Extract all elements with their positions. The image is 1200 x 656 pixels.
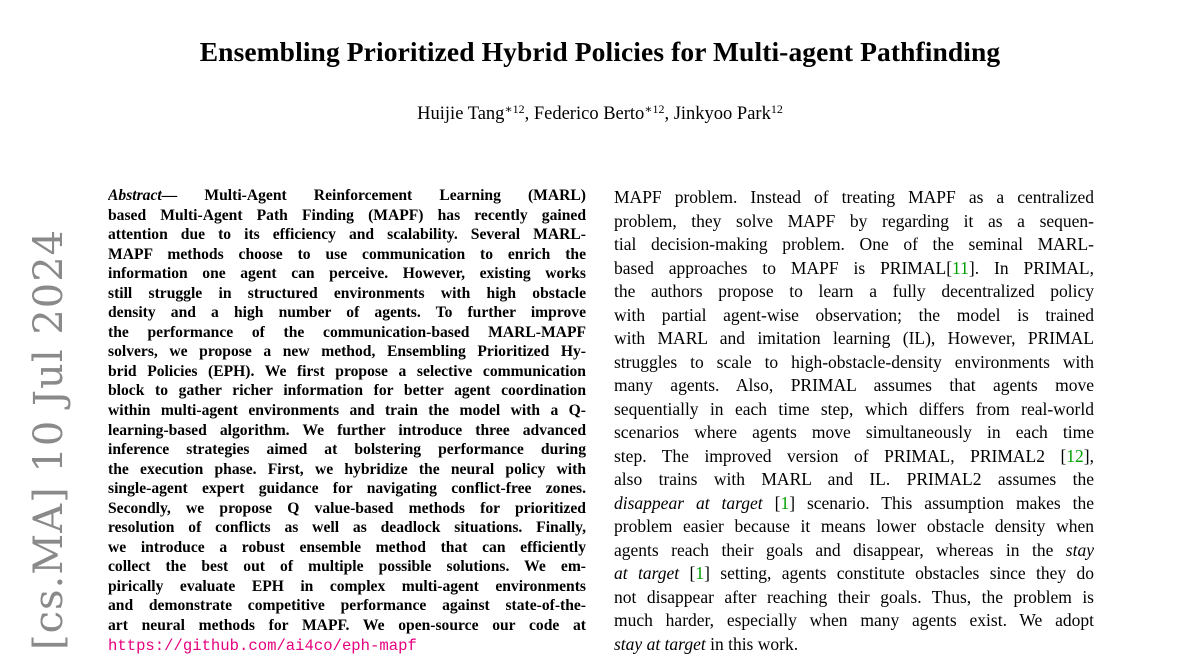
citation-link[interactable]: 1 <box>695 563 704 583</box>
citation-link[interactable]: 12 <box>1066 446 1084 466</box>
author-name: Jinkyoo Park <box>674 104 771 124</box>
body-line: the authors propose to learn a fully decentralized policy <box>614 280 1094 304</box>
abstract-line: MAPF methods choose to use communication to enrich the <box>108 245 586 265</box>
body-line: much harder, especially when many agents exist. We adopt <box>614 609 1094 633</box>
author-name: Federico Berto <box>534 104 644 124</box>
body-emphasis: stay <box>1066 540 1094 560</box>
abstract-line: information one agent can perceive. However, existing works <box>108 264 586 284</box>
citation-link[interactable]: 1 <box>780 493 789 513</box>
body-text: agents reach their goals and disappear, whereas in the <box>614 540 1066 560</box>
abstract-line: collect the best out of multiple possible solutions. We em- <box>108 557 586 577</box>
abstract-line: the execution phase. First, we hybridize the neural policy with <box>108 460 586 480</box>
body-line: problem, they solve MAPF by regarding it as a sequen- <box>614 210 1094 234</box>
abstract-line: density and a high number of agents. To further improve <box>108 303 586 323</box>
body-line <box>614 633 1094 656</box>
body-line: with MARL and imitation learning (IL), However, PRIMAL <box>614 327 1094 351</box>
abstract-line: within multi-agent environments and train the model with a Q- <box>108 401 586 421</box>
abstract-line: resolution of conflicts as well as deadlock situations. Finally, <box>108 518 586 538</box>
paper-title: Ensembling Prioritized Hybrid Policies for Multi-agent Pathfinding <box>0 36 1200 68</box>
body-text: in this work. <box>706 634 798 654</box>
author-separator: , <box>664 104 673 124</box>
body-text: ], <box>1084 446 1094 466</box>
abstract-line: solvers, we propose a new method, Ensembling Prioritized Hy- <box>108 342 586 362</box>
abstract-text: Multi-Agent Reinforcement Learning (MARL) <box>177 187 586 204</box>
abstract-line: we introduce a robust ensemble method that can efficiently <box>108 538 586 558</box>
abstract-line <box>108 186 586 206</box>
abstract-line: block to gather richer information for better agent coordination <box>108 381 586 401</box>
abstract-line: and demonstrate competitive performance against state-of-the- <box>108 596 586 616</box>
abstract-line: attention due to its efficiency and scalability. Several MARL- <box>108 225 586 245</box>
abstract-line: Secondly, we propose Q value-based methods for prioritized <box>108 499 586 519</box>
abstract-column <box>108 186 586 655</box>
body-emphasis: stay at target <box>614 634 706 654</box>
body-line: scenarios where agents move simultaneously in each time <box>614 421 1094 445</box>
abstract-line: based Multi-Agent Path Finding (MAPF) has recently gained <box>108 206 586 226</box>
author-name: Huijie Tang <box>417 104 504 124</box>
body-text: ]. In PRIMAL, <box>969 258 1094 278</box>
body-line <box>614 562 1094 586</box>
author-affiliation: ∗12 <box>504 102 524 116</box>
body-text: ] setting, agents constitute obstacles since they do <box>704 563 1094 583</box>
body-text: step. The improved version of PRIMAL, PRIMAL2 [ <box>614 446 1066 466</box>
abstract-line: brid Policies (EPH). We first propose a selective communication <box>108 362 586 382</box>
abstract-line <box>108 636 586 656</box>
body-emphasis: at target <box>614 563 679 583</box>
body-text: [ <box>763 493 781 513</box>
code-link[interactable]: https://github.com/ai4co/eph-mapf <box>108 637 417 655</box>
arxiv-side-stamp: [cs.MA] 10 Jul 2024 <box>26 229 72 650</box>
body-text: based approaches to MAPF is PRIMAL[ <box>614 258 952 278</box>
author-affiliation: 12 <box>771 102 783 116</box>
body-line: struggles to scale to high-obstacle-density environments with <box>614 351 1094 375</box>
body-line <box>614 492 1094 516</box>
author-list <box>0 104 1200 125</box>
abstract-line: single-agent expert guidance for navigating conflict-free zones. <box>108 479 586 499</box>
citation-link[interactable]: 11 <box>952 258 969 278</box>
author-separator: , <box>525 104 534 124</box>
abstract-line: learning-based algorithm. We further introduce three advanced <box>108 421 586 441</box>
body-line: problem easier because it means lower obstacle density when <box>614 515 1094 539</box>
body-line: also trains with MARL and IL. PRIMAL2 assumes the <box>614 468 1094 492</box>
body-line: many agents. Also, PRIMAL assumes that agents move <box>614 374 1094 398</box>
body-line: tial decision-making problem. One of the seminal MARL- <box>614 233 1094 257</box>
abstract-line: art neural methods for MAPF. We open-source our code at <box>108 616 586 636</box>
abstract-line: the performance of the communication-based MARL-MAPF <box>108 323 586 343</box>
abstract-line: pirically evaluate EPH in complex multi-agent environments <box>108 577 586 597</box>
body-line <box>614 539 1094 563</box>
body-line <box>614 445 1094 469</box>
body-text: [ <box>679 563 695 583</box>
body-text: ] scenario. This assumption makes the <box>789 493 1094 513</box>
body-line: sequentially in each time step, which differs from real-world <box>614 398 1094 422</box>
body-line: MAPF problem. Instead of treating MAPF as a centralized <box>614 186 1094 210</box>
author-affiliation: ∗12 <box>644 102 664 116</box>
body-line: with partial agent-wise observation; the model is trained <box>614 304 1094 328</box>
abstract-line: still struggle in structured environments with high obstacle <box>108 284 586 304</box>
abstract-line: inference strategies aimed at bolstering performance during <box>108 440 586 460</box>
body-emphasis: disappear at target <box>614 493 763 513</box>
body-column <box>614 186 1094 656</box>
abstract-label: Abstract— <box>108 187 177 204</box>
body-line <box>614 257 1094 281</box>
body-line: not disappear after reaching their goals. Thus, the problem is <box>614 586 1094 610</box>
